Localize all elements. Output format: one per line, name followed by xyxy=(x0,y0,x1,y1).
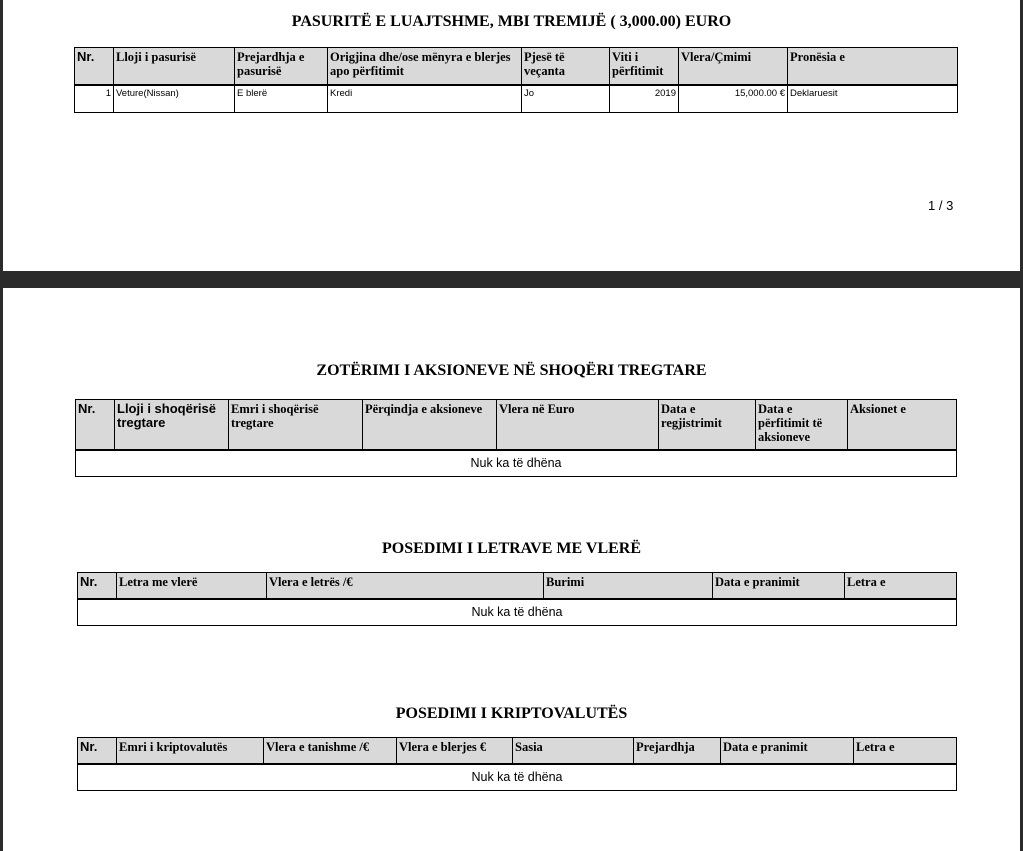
table-row xyxy=(78,764,957,791)
page-number: 1 / 3 xyxy=(928,198,954,213)
column-header: Nr. xyxy=(75,48,114,85)
table-row xyxy=(75,85,958,113)
column-header: Pjesë të veçanta xyxy=(522,48,610,85)
column-header: Sasia xyxy=(513,738,634,764)
column-header: Prejardhja xyxy=(634,738,721,764)
shares-title: ZOTËRIMI I AKSIONEVE NË SHOQËRI TREGTARE xyxy=(316,362,707,379)
no-data-cell: Nuk ka të dhëna xyxy=(78,764,957,791)
column-header: Lloji i pasurisë xyxy=(114,48,235,85)
column-header: Letra me vlerë xyxy=(117,573,267,599)
column-header: Vlera e blerjes € xyxy=(397,738,513,764)
column-header: Nr. xyxy=(78,738,117,764)
table-cell: Jo xyxy=(522,85,610,113)
column-header: Data e pranimit xyxy=(713,573,845,599)
column-header: Nr. xyxy=(76,400,115,450)
table-cell: Kredi xyxy=(328,85,522,113)
securities-title: POSEDIMI I LETRAVE ME VLERË xyxy=(381,540,642,557)
column-header: Data e regjistrimit xyxy=(659,400,756,450)
document-page-1 xyxy=(3,0,1020,271)
column-header: Letra e xyxy=(845,573,957,599)
table-row xyxy=(78,599,957,626)
document-page-2 xyxy=(3,288,1020,851)
movable-assets-title: PASURITË E LUAJTSHME, MBI TREMIJË ( 3,000.00) EURO xyxy=(291,13,732,30)
movable-assets-table xyxy=(74,47,958,113)
table-header-row xyxy=(76,400,957,450)
column-header: Data e përfitimit të aksioneve xyxy=(756,400,848,450)
column-header: Data e pranimit xyxy=(721,738,854,764)
table-cell: Deklaruesit xyxy=(788,85,958,113)
column-header: Prejardhja e pasurisë xyxy=(235,48,328,85)
column-header: Lloji i shoqërisë tregtare xyxy=(115,400,229,450)
column-header: Vlera e tanishme /€ xyxy=(264,738,397,764)
column-header: Burimi xyxy=(544,573,713,599)
table-cell: 2019 xyxy=(610,85,679,113)
table-cell: Veture(Nissan) xyxy=(114,85,235,113)
column-header: Origjina dhe/ose mënyra e blerjes apo përfitimit xyxy=(328,48,522,85)
table-row xyxy=(76,450,957,477)
column-header: Letra e xyxy=(854,738,957,764)
column-header: Emri i shoqërisë tregtare xyxy=(229,400,363,450)
securities-table xyxy=(77,572,957,626)
table-header-row xyxy=(75,48,958,85)
column-header: Viti i përfitimit xyxy=(610,48,679,85)
table-cell: 15,000.00 € xyxy=(679,85,788,113)
crypto-title: POSEDIMI I KRIPTOVALUTËS xyxy=(395,705,628,722)
column-header: Nr. xyxy=(78,573,117,599)
column-header: Emri i kriptovalutës xyxy=(117,738,264,764)
column-header: Pronësia e xyxy=(788,48,958,85)
column-header: Vlera/Çmimi xyxy=(679,48,788,85)
table-cell: E blerë xyxy=(235,85,328,113)
table-cell: 1 xyxy=(75,85,114,113)
shares-table xyxy=(75,399,957,477)
column-header: Vlera në Euro xyxy=(497,400,659,450)
column-header: Përqindja e aksioneve xyxy=(363,400,497,450)
column-header: Aksionet e xyxy=(848,400,957,450)
table-header-row xyxy=(78,573,957,599)
no-data-cell: Nuk ka të dhëna xyxy=(78,599,957,626)
no-data-cell: Nuk ka të dhëna xyxy=(76,450,957,477)
table-header-row xyxy=(78,738,957,764)
crypto-table xyxy=(77,737,957,791)
column-header: Vlera e letrës /€ xyxy=(267,573,544,599)
